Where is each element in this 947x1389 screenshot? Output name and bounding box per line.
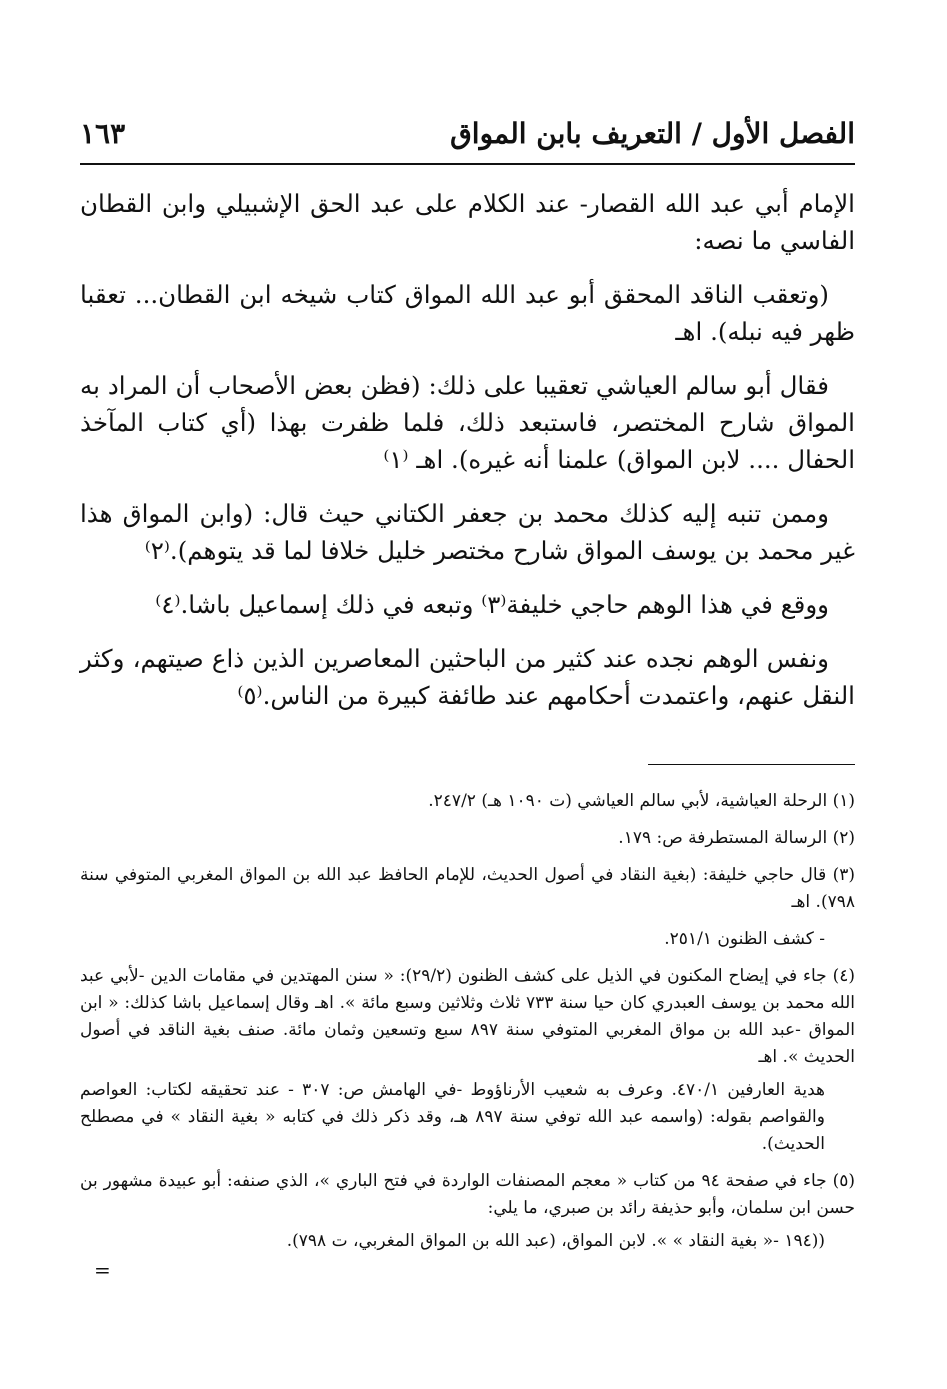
footnote-divider (648, 764, 855, 765)
paragraph: ونفس الوهم نجده عند كثير من الباحثين المعاصرين الذين ذاع صيتهم، وكثر النقل عنهم، واعتمدت أحكامهم عند طائفة كبيرة من الناس.⁽٥⁾ (80, 644, 855, 710)
footnote: (٤) جاء في إيضاح المكنون في الذيل على كشف الظنون (٢٩/٢): « سنن المهتدين في مقامات الدين -لأبي عبد الله محمد بن يوسف العبدري كان حيا سنة ٧٣٣ ثلاث وثلاثين وسبع مائة ». اهـ وقال إسماعيل باشا كذلك: « ابن المواق -عبد الله بن مواق المغربي المتوفي سنة ٨٩٧ سبع وتسعين وثمان مائة. صنف بغية الناقد في أصول الحديث ». اهـ (80, 966, 856, 1067)
running-header (80, 112, 855, 162)
paragraph: ووقع في هذا الوهم حاجي خليفة⁽٣⁾ وتبعه في ذلك إسماعيل باشا.⁽٤⁾ (155, 590, 829, 619)
paragraph: وممن تنبه إليه كذلك محمد بن جعفر الكتاني حيث قال: (وابن المواق هذا غير محمد بن يوسف المواق شارح مختصر خليل خلافا لما قد يتوهم).⁽٢⁾ (80, 499, 855, 565)
paragraph: فقال أبو سالم العياشي تعقيبا على ذلك: (فظن بعض الأصحاب أن المراد به المواق شارح المختصر، فاستبعد ذلك، فلما ظفرت بهذا (أي كتاب المآخذ الحفال .... لابن المواق) علمنا أنه غيره). اهـ ⁽١⁾ (80, 371, 855, 474)
footnote: (١) الرحلة العياشية، لأبي سالم العياشي (ت ١٠٩٠ هـ) ٢٤٧/٢. (428, 791, 855, 811)
chapter-title: الفصل الأول / التعريف بابن المواق (450, 117, 855, 150)
paragraph: (وتعقب الناقد المحقق أبو عبد الله المواق كتاب شيخه ابن القطان... تعقبا ظهر فيه نبله). اهـ (80, 280, 855, 346)
continuation-mark: = (94, 1258, 111, 1282)
footnote: (٣) قال حاجي خليفة: (بغية النقاد في أصول الحديث، للإمام الحافظ عبد الله بن المواق المغربي المتوفي سنة ٧٩٨). اهـ (80, 865, 855, 912)
paragraph: الإمام أبي عبد الله القصار- عند الكلام على عبد الحق الإشبيلي وابن القطان الفاسي ما نصه: (80, 189, 855, 255)
footnote-continuation: هدية العارفين ٤٧٠/١. وعرف به شعيب الأرناؤوط -في الهامش ص: ٣٠٧ - عند تحقيقه لكتاب: العواصم والقواصم بقوله: (واسمه عبد الله توفي سنة ٨٩٧ هـ، وقد ذكر ذلك في كتابه « بغية النقاد » في مصطلح الحديث). (80, 1080, 825, 1154)
footnote-continuation: ((١٩٤ -« بغية النقاد » ». لابن المواق، (عبد الله بن المواق المغربي، ت ٧٩٨). (286, 1231, 825, 1251)
page-number: ١٦٣ (80, 117, 126, 150)
footnote-source: - كشف الظنون ٢٥١/١. (664, 929, 825, 949)
footnote: (٥) جاء في صفحة ٩٤ من كتاب « معجم المصنفات الواردة في فتح الباري »، الذي صنفه: أبو عبيدة مشهور بن حسن ابن سلمان، وأبو حذيفة رائد بن صبري، ما يلي: (80, 1171, 855, 1218)
header-divider (80, 163, 855, 165)
footnote: (٢) الرسالة المستطرفة ص: ١٧٩. (618, 828, 855, 848)
footnotes (80, 788, 855, 1265)
main-text (80, 185, 855, 731)
